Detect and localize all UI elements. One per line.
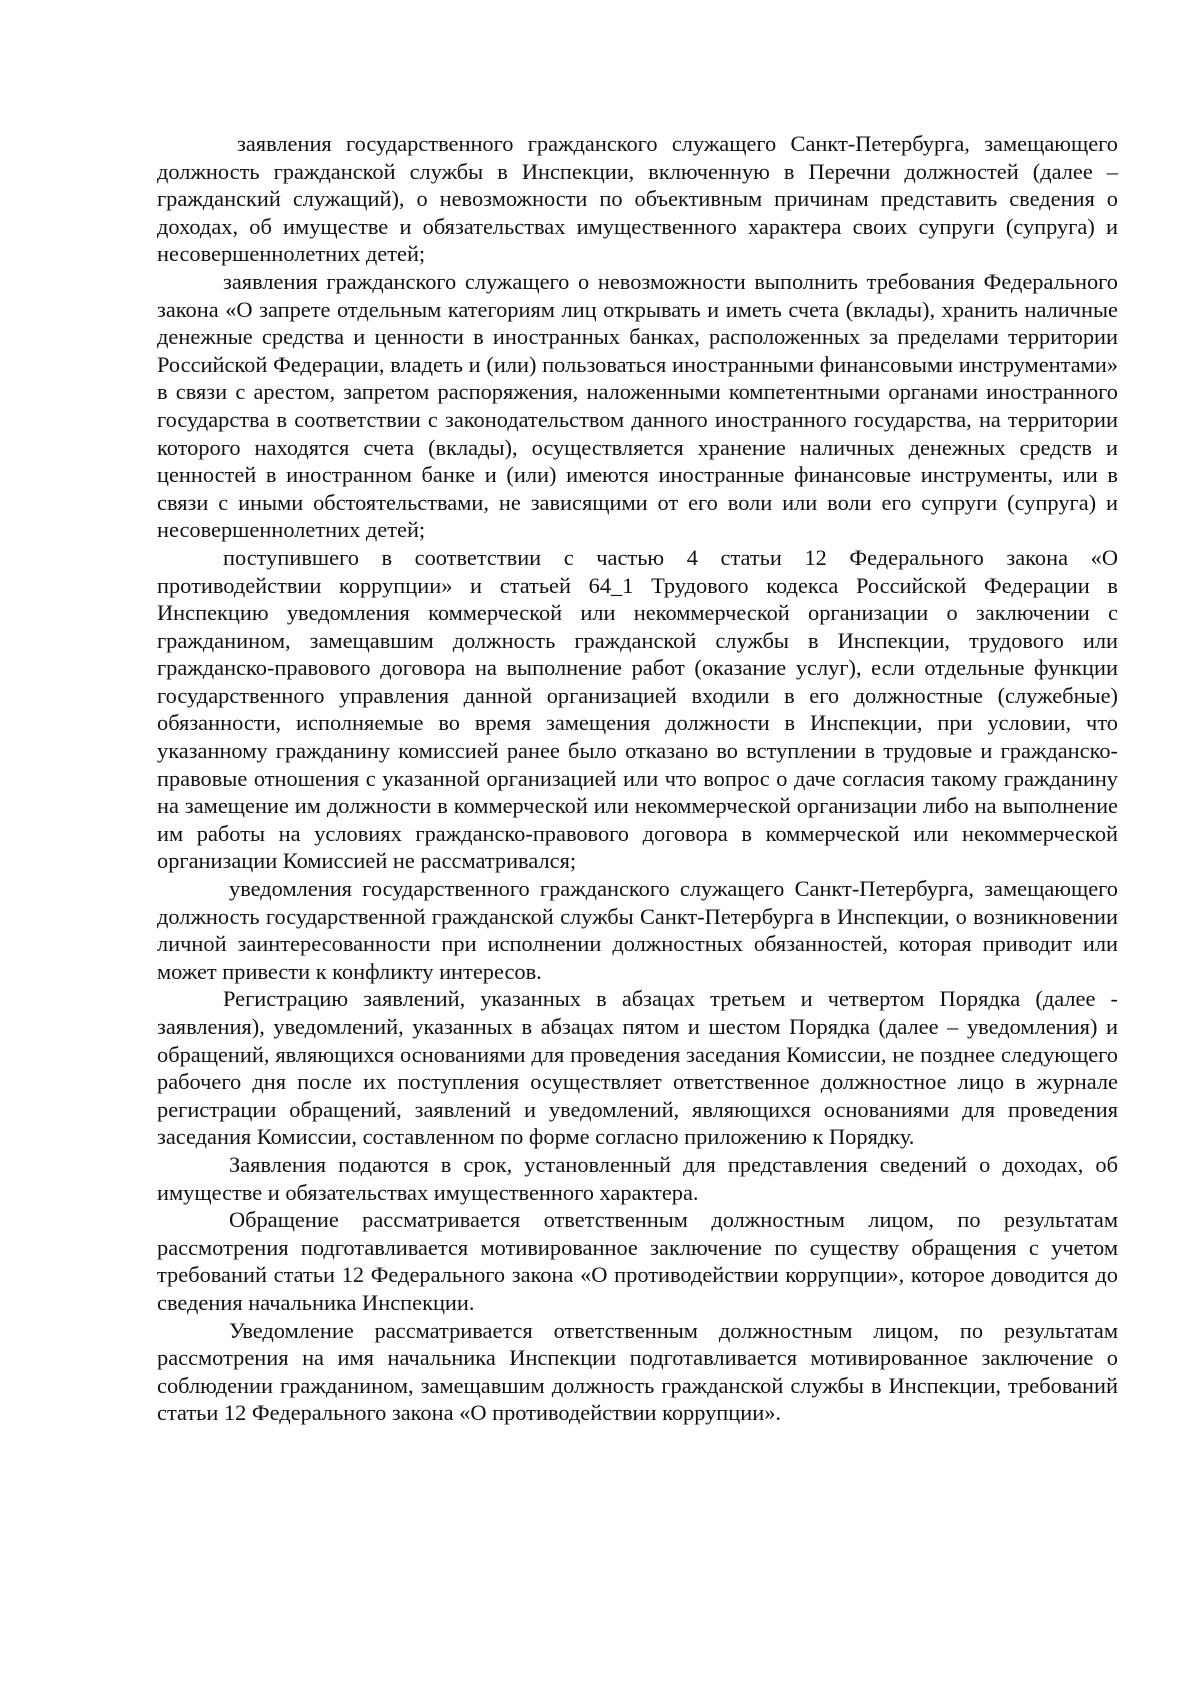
paragraph-notice-review: Уведомление рассматривается ответственным должностным лицом, по результатам рассмотрения на имя начальника Инспекции подготавливается мотивированное заключение о соблюдении гражданином, замещавшим должность гражданской службы в Инспекции, требований статьи 12 Федерального закона «О противодействии коррупции». — [157, 1317, 1118, 1426]
paragraph-conflict-of-interest-notice: уведомления государственного гражданского служащего Санкт-Петербурга, замещающего должность государственной гражданской службы Санкт-Петербурга в Инспекции, о возникновении личной заинтересованности при исполнении должностных обязанностей, которая приводит или может привести к конфликту интересов. — [157, 876, 1118, 984]
paragraph-application-foreign-accounts: заявления гражданского служащего о невозможности выполнить требования Федерального закона «О запрете отдельным категориям лиц открывать и иметь счета (вклады), хранить наличные денежные средства и ценности в иностранных банках, расположенных за пределами территории Российской Федерации, владеть и (или) пользоваться иностранными финансовыми инструментами» в связи с арестом, запретом распоряжения, наложенными компетентными органами иностранного государства в соответствии с законодательством данного иностранного государства, на территории которого находятся счета (вклады), осуществляется хранение наличных денежных средств и ценностей в иностранном банке и (или) имеются иностранные финансовые инструменты, или в связи с иными обстоятельствами, не зависящими от его воли или воли его супруги (супруга) и несовершеннолетних детей; — [157, 268, 1118, 543]
paragraph-registration: Регистрацию заявлений, указанных в абзацах третьем и четвертом Порядка (далее - заявления), уведомлений, указанных в абзацах пятом и шестом Порядка (далее – уведомления) и обращений, являющихся основаниями для проведения заседания Комиссии, не позднее следующего рабочего дня после их поступления осуществляет ответственное должностное лицо в журнале регистрации обращений, заявлений и уведомлений, являющихся основаниями для проведения заседания Комиссии, составленном по форме согласно приложению к Порядку. — [157, 986, 1118, 1150]
paragraph-application-deadline: Заявления подаются в срок, установленный для представления сведений о доходах, об имуществе и обязательствах имущественного характера. — [157, 1151, 1118, 1205]
document-body — [157, 130, 1118, 1427]
paragraph-application-income-info: заявления государственного гражданского служащего Санкт-Петербурга, замещающего должность гражданской службы в Инспекции, включенную в Перечни должностей (далее – гражданский служащий), о невозможности по объективным причинам представить сведения о доходах, об имуществе и обязательствах имущественного характера своих супруги (супруга) и несовершеннолетних детей; — [157, 131, 1118, 267]
paragraph-organization-notice: поступившего в соответствии с частью 4 статьи 12 Федерального закона «О противодействии коррупции» и статьей 64_1 Трудового кодекса Российской Федерации в Инспекцию уведомления коммерческой или некоммерческой организации о заключении с гражданином, замещавшим должность гражданской службы в Инспекции, трудового или гражданско-правового договора на выполнение работ (оказание услуг), если отдельные функции государственного управления данной организацией входили в его должностные (служебные) обязанности, исполняемые во время замещения должности в Инспекции, при условии, что указанному гражданину комиссией ранее было отказано во вступлении в трудовые и гражданско-правовые отношения с указанной организацией или что вопрос о даче согласия такому гражданину на замещение им должности в коммерческой или некоммерческой организации либо на выполнение им работы на условиях гражданско-правового договора в коммерческой или некоммерческой организации Комиссией не рассматривался; — [157, 544, 1118, 874]
paragraph-appeal-review: Обращение рассматривается ответственным должностным лицом, по результатам рассмотрения подготавливается мотивированное заключение по существу обращения с учетом требований статьи 12 Федерального закона «О противодействии коррупции», которое доводится до сведения начальника Инспекции. — [157, 1207, 1118, 1315]
